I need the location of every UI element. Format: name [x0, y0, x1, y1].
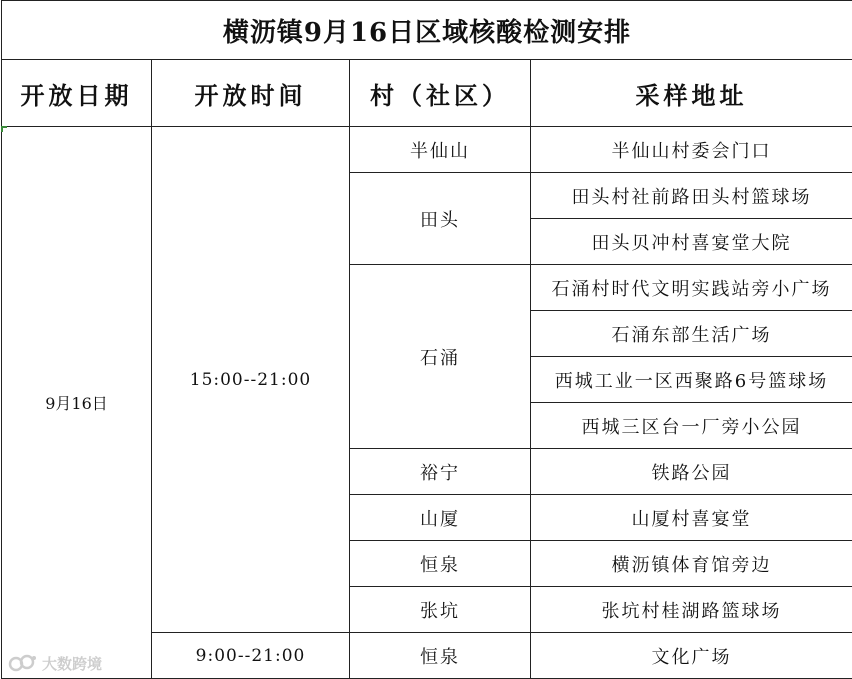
time-cell: 9:00--21:00: [152, 633, 350, 679]
logo-icon: [8, 653, 38, 673]
header-date: 开放日期: [2, 60, 152, 127]
village-cell: 田头: [350, 173, 531, 265]
site-cell: 文化广场: [531, 633, 852, 679]
village-cell: 张坑: [350, 587, 531, 633]
village-cell: 恒泉: [350, 633, 531, 679]
watermark-text: 大数跨境: [42, 654, 103, 673]
site-cell: 西城三区台一厂旁小公园: [531, 403, 852, 449]
village-cell: 半仙山: [350, 127, 531, 173]
time-cell: 15:00--21:00: [152, 127, 350, 633]
site-cell: 张坑村桂湖路篮球场: [531, 587, 852, 633]
page-title: 横沥镇9月16日区域核酸检测安排: [2, 1, 852, 60]
site-cell: 石涌村时代文明实践站旁小广场: [531, 265, 852, 311]
village-cell: 石涌: [350, 265, 531, 449]
site-cell: 田头村社前路田头村篮球场: [531, 173, 852, 219]
schedule-table: [1, 0, 852, 679]
header-site: 采样地址: [531, 60, 852, 127]
watermark: [8, 651, 102, 675]
site-cell: 西城工业一区西聚路6号篮球场: [531, 357, 852, 403]
site-cell: 田头贝冲村喜宴堂大院: [531, 219, 852, 265]
title-row: [2, 1, 852, 60]
village-cell: 裕宁: [350, 449, 531, 495]
table-row: [2, 127, 852, 173]
header-time: 开放时间: [152, 60, 350, 127]
site-cell: 石涌东部生活广场: [531, 311, 852, 357]
site-cell: 铁路公园: [531, 449, 852, 495]
village-cell: 山厦: [350, 495, 531, 541]
site-cell: 横沥镇体育馆旁边: [531, 541, 852, 587]
date-cell: 9月16日: [2, 127, 152, 679]
village-cell: 恒泉: [350, 541, 531, 587]
site-cell: 半仙山村委会门口: [531, 127, 852, 173]
cell-corner-marker: [1, 126, 7, 132]
site-cell: 山厦村喜宴堂: [531, 495, 852, 541]
header-row: [2, 60, 852, 127]
header-village: 村（社区）: [350, 60, 531, 127]
